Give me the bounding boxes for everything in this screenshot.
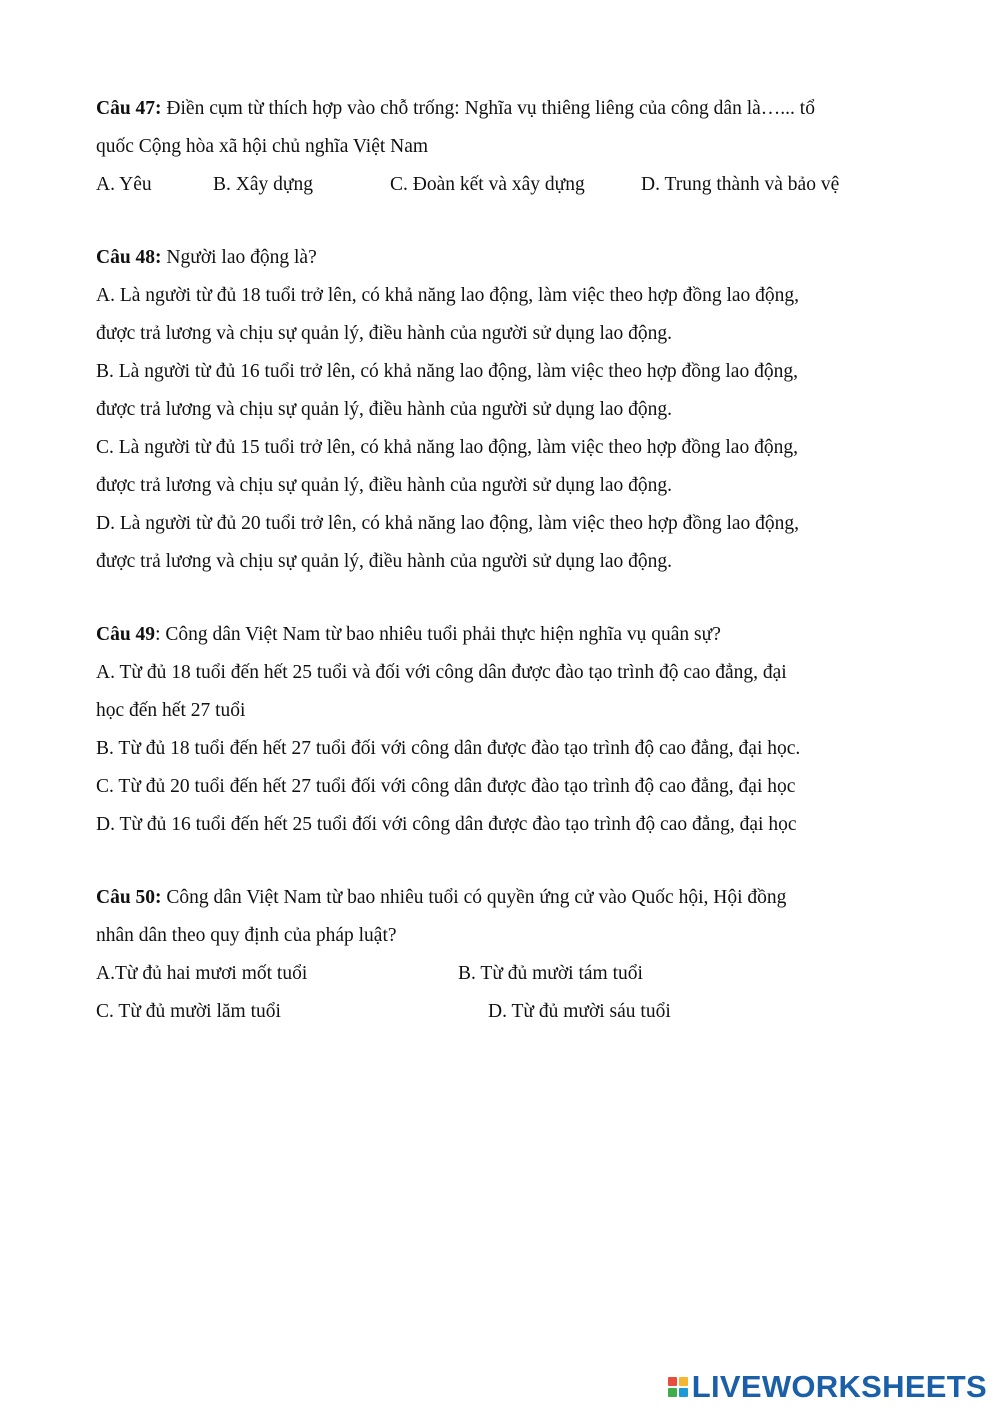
option-text: học đến hết 27 tuổi bbox=[96, 700, 246, 721]
question-text: nhân dân theo quy định của pháp luật? bbox=[96, 925, 397, 946]
question-47 bbox=[96, 90, 916, 204]
option-b[interactable]: B. Xây dựng bbox=[213, 174, 313, 195]
option-text: D. Là người từ đủ 20 tuổi trở lên, có khả năng lao động, làm việc theo hợp đồng lao động, bbox=[96, 513, 800, 534]
option-c[interactable]: C. Từ đủ mười lăm tuổi bbox=[96, 1001, 281, 1022]
liveworksheets-brand[interactable] bbox=[668, 1369, 987, 1405]
question-stem bbox=[96, 616, 916, 654]
option-d[interactable] bbox=[96, 806, 916, 844]
answer-options bbox=[96, 955, 916, 993]
option-text: được trả lương và chịu sự quản lý, điều hành của người sử dụng lao động. bbox=[96, 399, 673, 420]
question-number: Câu 48: bbox=[96, 247, 162, 268]
option-text: A. Từ đủ 18 tuổi đến hết 25 tuổi và đối với công dân được đào tạo trình độ cao đẳng, đại bbox=[96, 662, 787, 683]
question-49 bbox=[96, 616, 916, 844]
option-d[interactable]: D. Từ đủ mười sáu tuổi bbox=[488, 1001, 671, 1022]
question-text: : Công dân Việt Nam từ bao nhiêu tuổi phải thực hiện nghĩa vụ quân sự? bbox=[155, 624, 721, 645]
option-b[interactable] bbox=[96, 353, 916, 429]
question-stem bbox=[96, 90, 916, 128]
question-text: Công dân Việt Nam từ bao nhiêu tuổi có quyền ứng cử vào Quốc hội, Hội đồng bbox=[161, 887, 787, 908]
option-c[interactable]: C. Đoàn kết và xây dựng bbox=[390, 174, 585, 195]
question-text: quốc Cộng hòa xã hội chủ nghĩa Việt Nam bbox=[96, 136, 429, 157]
brand-name: LIVEWORKSHEETS bbox=[691, 1369, 987, 1404]
answer-options bbox=[96, 166, 916, 204]
question-text: Người lao động là? bbox=[161, 247, 317, 268]
option-text: được trả lương và chịu sự quản lý, điều hành của người sử dụng lao động. bbox=[96, 551, 673, 572]
option-c[interactable] bbox=[96, 768, 916, 806]
logo-square bbox=[668, 1377, 677, 1386]
question-number: Câu 50: bbox=[96, 887, 162, 908]
option-a[interactable]: A. Yêu bbox=[96, 174, 152, 195]
option-text: C. Từ đủ 20 tuổi đến hết 27 tuổi đối với công dân được đào tạo trình độ cao đẳng, đại học bbox=[96, 776, 796, 797]
option-text: D. Từ đủ 16 tuổi đến hết 25 tuổi đối với công dân được đào tạo trình độ cao đẳng, đại học bbox=[96, 814, 797, 835]
option-text: C. Là người từ đủ 15 tuổi trở lên, có khả năng lao động, làm việc theo hợp đồng lao động, bbox=[96, 437, 798, 458]
question-48 bbox=[96, 239, 916, 581]
option-text: B. Từ đủ 18 tuổi đến hết 27 tuổi đối với công dân được đào tạo trình độ cao đẳng, đại học. bbox=[96, 738, 801, 759]
option-text: được trả lương và chịu sự quản lý, điều hành của người sử dụng lao động. bbox=[96, 323, 673, 344]
question-text: Điền cụm từ thích hợp vào chỗ trống: Nghĩa vụ thiêng liêng của công dân là…... tổ bbox=[161, 98, 815, 119]
option-d[interactable]: D. Trung thành và bảo vệ bbox=[641, 174, 840, 195]
answer-options bbox=[96, 993, 916, 1031]
question-stem bbox=[96, 879, 916, 917]
option-a[interactable]: A.Từ đủ hai mươi mốt tuổi bbox=[96, 963, 308, 984]
question-number: Câu 49 bbox=[96, 624, 156, 645]
logo-square bbox=[679, 1377, 688, 1386]
worksheet-page bbox=[96, 90, 916, 1066]
option-text: B. Là người từ đủ 16 tuổi trở lên, có khả năng lao động, làm việc theo hợp đồng lao động, bbox=[96, 361, 798, 382]
option-text: được trả lương và chịu sự quản lý, điều hành của người sử dụng lao động. bbox=[96, 475, 673, 496]
logo-square bbox=[668, 1388, 677, 1397]
option-a[interactable] bbox=[96, 277, 916, 353]
option-a[interactable] bbox=[96, 654, 916, 730]
option-b[interactable] bbox=[96, 730, 916, 768]
option-d[interactable] bbox=[96, 505, 916, 581]
question-50 bbox=[96, 879, 916, 1031]
question-stem bbox=[96, 239, 916, 277]
option-b[interactable]: B. Từ đủ mười tám tuổi bbox=[458, 963, 643, 984]
option-text: A. Là người từ đủ 18 tuổi trở lên, có khả năng lao động, làm việc theo hợp đồng lao động, bbox=[96, 285, 800, 306]
option-c[interactable] bbox=[96, 429, 916, 505]
liveworksheets-logo-icon bbox=[668, 1377, 688, 1397]
question-number: Câu 47: bbox=[96, 98, 162, 119]
logo-square bbox=[679, 1388, 688, 1397]
